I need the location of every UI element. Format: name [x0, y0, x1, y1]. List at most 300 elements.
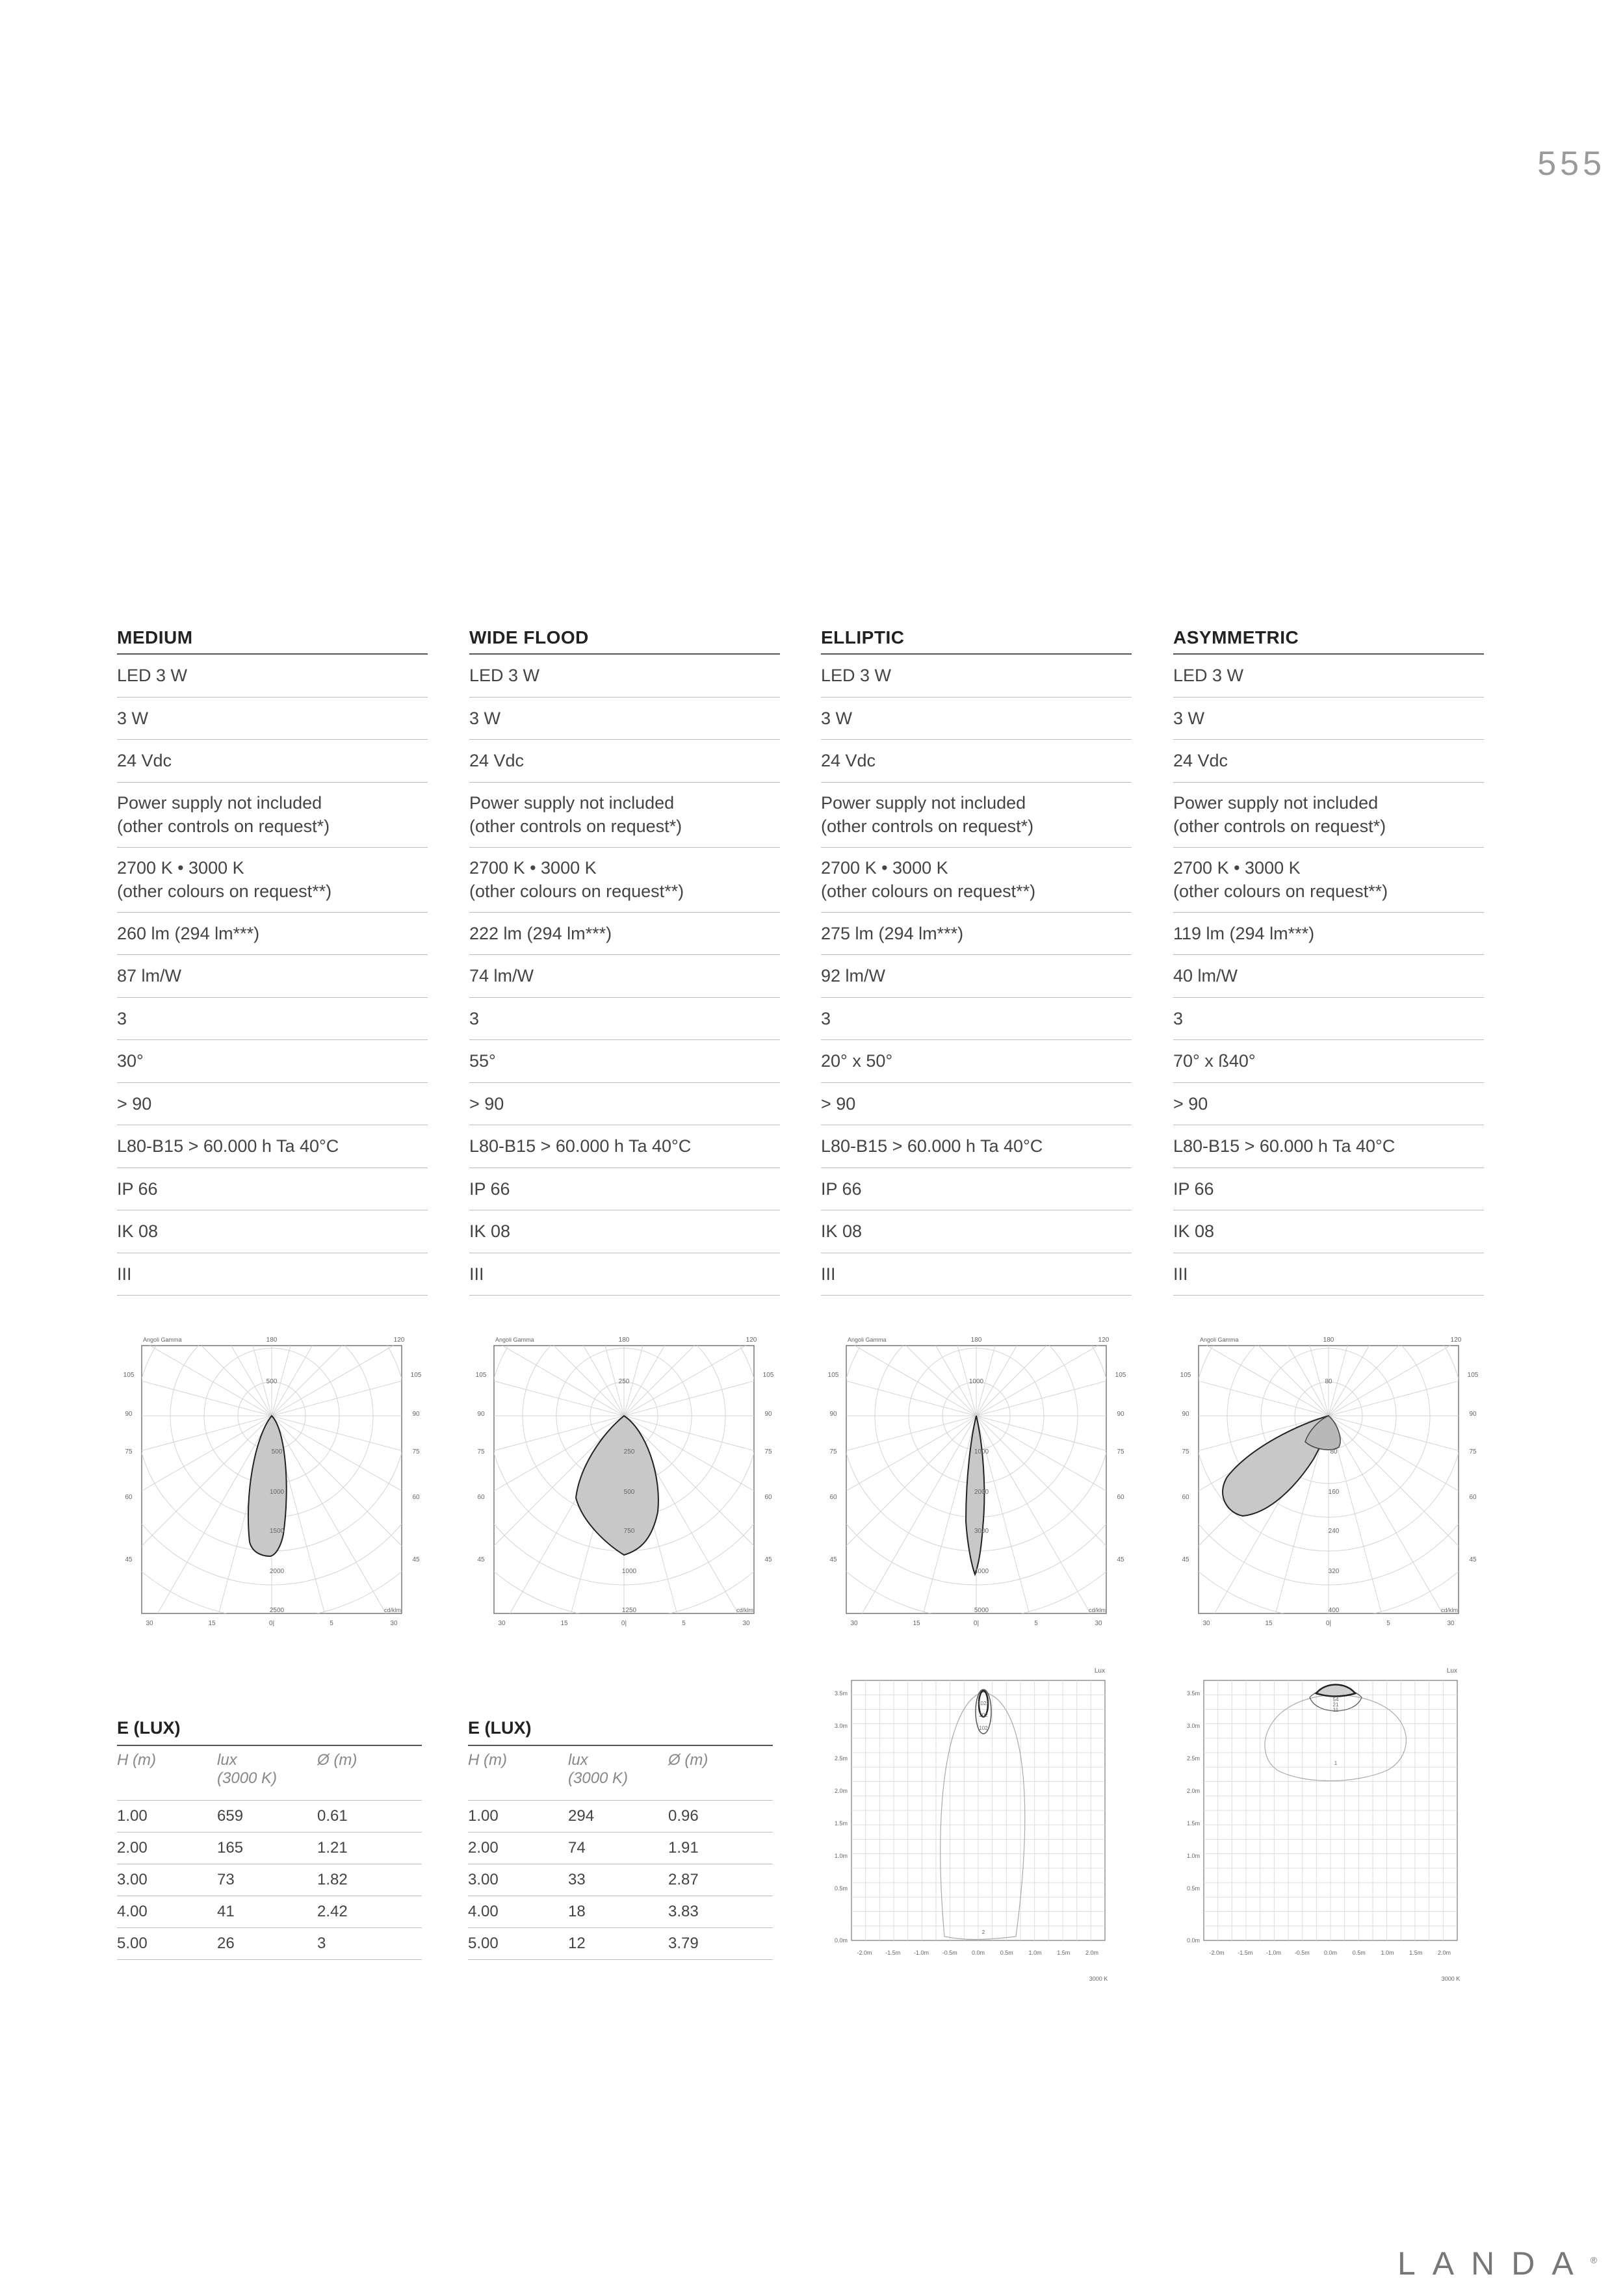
polar-angle-label: 60 [1469, 1494, 1477, 1501]
isolux-x-tick: 2.0m [1437, 1950, 1451, 1956]
spec-row-line: Power supply not included [1173, 793, 1379, 813]
polar-angle-label: 15 [1265, 1620, 1273, 1627]
spec-row-line: (other controls on request*) [821, 816, 1034, 836]
spec-row-value: III [821, 1264, 836, 1284]
isolux-y-tick: 2.0m [1186, 1788, 1200, 1794]
spec-row [117, 913, 428, 956]
polar-angle-label: 5 [330, 1620, 333, 1627]
polar-angle-label: 15 [208, 1620, 216, 1627]
spec-row [117, 740, 428, 783]
spec-row-line: Power supply not included [821, 793, 1026, 813]
spec-row-value: IP 66 [1173, 1179, 1214, 1199]
table-cell: 1.21 [317, 1839, 348, 1857]
polar-ring-label: 3000 [974, 1528, 989, 1535]
polar-angle-label: 120 [1450, 1337, 1462, 1344]
isolux-x-tick: 1.5m [1409, 1950, 1423, 1956]
spec-row-line: 2700 K • 3000 K [1173, 858, 1301, 878]
table-cell: 4.00 [117, 1903, 148, 1920]
spec-row-value: 3 W [117, 708, 149, 728]
spec-row-value: III [469, 1264, 484, 1284]
isolux-y-tick: 0.5m [1186, 1885, 1200, 1892]
polar-angle-label: 75 [125, 1448, 133, 1455]
polar-angle-label: 30 [742, 1620, 750, 1627]
lux-column-header [568, 1751, 668, 1800]
polar-angle-label: 60 [829, 1494, 837, 1501]
polar-angle-label: 90 [829, 1411, 837, 1418]
polar-angle-label: 90 [764, 1411, 772, 1418]
isolux-y-tick: 1.0m [834, 1853, 848, 1859]
polar-angle-label: 180 [970, 1337, 982, 1344]
isolux-x-tick: -1.5m [1238, 1950, 1253, 1956]
isolux-contour [1316, 1685, 1355, 1697]
spec-row [821, 998, 1132, 1041]
polar-title: Angoli Gamma [848, 1337, 887, 1343]
polar-angle-label: 15 [560, 1620, 568, 1627]
table-cell: 73 [217, 1871, 235, 1888]
isolux-label: 102 [979, 1725, 988, 1731]
polar-angle-label: 30 [146, 1620, 153, 1627]
spec-row-value: 3 W [1173, 708, 1205, 728]
polar-angle-label: 45 [477, 1556, 485, 1563]
spec-row-value: IK 08 [117, 1221, 159, 1242]
spec-row [1173, 1210, 1484, 1253]
spec-row-value: 87 lm/W [117, 966, 182, 986]
spec-row-value: LED 3 W [821, 666, 892, 686]
lux-column-header: Ø (m) [668, 1751, 708, 1769]
lux-column-header-line: lux [217, 1751, 237, 1769]
spec-row [821, 913, 1132, 956]
isolux-temperature: 3000 K [1089, 1976, 1108, 1982]
spec-row [821, 1168, 1132, 1211]
spec-row-line: (other controls on request*) [1173, 816, 1386, 836]
spec-row [1173, 1168, 1484, 1211]
table-cell: 2.42 [317, 1903, 348, 1920]
spec-row-line: (other colours on request**) [1173, 881, 1388, 901]
polar-angle-label: 0| [973, 1620, 980, 1627]
spec-row-value: > 90 [1173, 1093, 1208, 1114]
lux-column-header: Ø (m) [317, 1751, 357, 1769]
spec-row-value: 3 W [821, 708, 853, 728]
isolux-label: 2 [981, 1929, 985, 1935]
polar-unit-label: cd/klm [1440, 1607, 1459, 1613]
spec-row-value: L80-B15 > 60.000 h Ta 40°C [821, 1136, 1043, 1156]
polar-ring-label: 80 [1330, 1448, 1338, 1455]
spec-row-value: LED 3 W [117, 666, 188, 686]
isolux-label: 1 [1334, 1760, 1338, 1766]
table-row [468, 1801, 773, 1833]
isolux-unit-label: Lux [1094, 1667, 1105, 1675]
table-cell: 1.82 [317, 1871, 348, 1888]
isolux-x-tick: 2.0m [1085, 1950, 1099, 1956]
table-cell: 26 [217, 1935, 235, 1952]
spec-row [117, 848, 428, 913]
spec-row [1173, 1040, 1484, 1083]
table-row [117, 1896, 422, 1928]
polar-ring-label: 5000 [974, 1607, 989, 1614]
isolux-y-tick: 3.0m [834, 1723, 848, 1729]
polar-angle-label: 45 [412, 1556, 420, 1563]
polar-angle-label: 45 [1117, 1556, 1124, 1563]
isolux-diagram-elliptic [819, 1661, 1157, 1986]
spec-row-value: 3 [117, 1008, 127, 1028]
polar-diagram-elliptic [820, 1333, 1132, 1632]
lux-column-header: H (m) [468, 1751, 507, 1769]
spec-row-value: 275 lm (294 lm***) [821, 923, 964, 943]
table-cell: 5.00 [117, 1935, 148, 1952]
polar-title: Angoli Gamma [143, 1337, 182, 1343]
polar-angle-label: 75 [764, 1448, 772, 1455]
table-row [468, 1864, 773, 1896]
brand-logo: LANDA® [1397, 2245, 1598, 2282]
isolux-x-tick: -2.0m [1209, 1950, 1225, 1956]
isolux-label: 202 [979, 1712, 988, 1718]
polar-angle-label: 90 [1117, 1411, 1124, 1418]
polar-angle-label: 45 [764, 1556, 772, 1563]
lux-column-header [217, 1751, 317, 1800]
polar-angle-label: 30 [1095, 1620, 1102, 1627]
isolux-y-tick: 1.0m [1186, 1853, 1200, 1859]
spec-column-title: ELLIPTIC [821, 624, 1132, 655]
spec-row [1173, 913, 1484, 956]
spec-row-value: > 90 [117, 1093, 152, 1114]
spec-row-value: III [117, 1264, 132, 1284]
spec-row-value: IP 66 [117, 1179, 158, 1199]
polar-ring-label: 320 [1328, 1568, 1340, 1575]
table-cell: 74 [568, 1839, 586, 1857]
polar-angle-label: 90 [412, 1411, 420, 1418]
isolux-x-tick: 0.5m [1352, 1950, 1366, 1956]
spec-row-line: Power supply not included [469, 793, 675, 813]
polar-angle-label: 105 [1180, 1372, 1191, 1379]
polar-ring-label: 1000 [621, 1568, 637, 1575]
table-cell: 3.83 [668, 1903, 699, 1920]
spec-row [117, 1083, 428, 1126]
polar-angle-label: 60 [764, 1494, 772, 1501]
polar-angle-label: 90 [1182, 1411, 1189, 1418]
spec-row [821, 1253, 1132, 1296]
isolux-x-tick: -1.5m [885, 1950, 901, 1956]
polar-diagram-wide-flood [468, 1333, 780, 1632]
polar-title: Angoli Gamma [1200, 1337, 1239, 1343]
polar-angle-label: 45 [125, 1556, 133, 1563]
isolux-x-tick: -1.0m [913, 1950, 929, 1956]
spec-row [117, 1125, 428, 1168]
polar-ring-label: 1250 [621, 1607, 637, 1614]
spec-row-value: IK 08 [821, 1221, 863, 1242]
polar-ring-label: 80 [1325, 1378, 1332, 1385]
table-cell: 18 [568, 1903, 586, 1920]
polar-angle-label: 75 [1182, 1448, 1189, 1455]
spec-row [821, 1210, 1132, 1253]
spec-row-line: (other colours on request**) [117, 881, 332, 901]
spec-row-value: 119 lm (294 lm***) [1173, 923, 1315, 943]
spec-row-value: 55° [469, 1051, 496, 1071]
polar-ring-label: 240 [1328, 1528, 1340, 1535]
spec-row-value: 3 [821, 1008, 831, 1028]
table-row [117, 1864, 422, 1896]
spec-column-title: MEDIUM [117, 624, 428, 655]
table-cell: 33 [568, 1871, 586, 1888]
spec-row [469, 783, 780, 848]
polar-title: Angoli Gamma [495, 1337, 534, 1343]
isolux-y-tick: 3.5m [834, 1690, 848, 1697]
table-cell: 3.79 [668, 1935, 699, 1952]
table-cell: 2.00 [117, 1839, 148, 1857]
spec-row [821, 848, 1132, 913]
table-row [117, 1833, 422, 1864]
polar-ring-label: 250 [618, 1378, 630, 1385]
isolux-label: 54 [1332, 1697, 1339, 1702]
spec-row-value: 40 lm/W [1173, 966, 1238, 986]
isolux-y-tick: 3.0m [1186, 1723, 1200, 1729]
spec-row [1173, 1083, 1484, 1126]
spec-row-value: 20° x 50° [821, 1051, 893, 1071]
polar-angle-label: 105 [827, 1372, 839, 1379]
lux-table-title: E (LUX) [117, 1714, 422, 1746]
polar-ring-label: 500 [266, 1378, 278, 1385]
spec-row [821, 698, 1132, 740]
polar-angle-label: 120 [746, 1337, 757, 1344]
isolux-x-tick: 0.0m [1323, 1950, 1338, 1956]
page-number: 555 [1537, 145, 1605, 183]
spec-row-value: IK 08 [1173, 1221, 1215, 1242]
spec-row [117, 955, 428, 998]
spec-row [469, 698, 780, 740]
polar-ring-label: 1000 [269, 1489, 285, 1496]
table-cell: 659 [217, 1807, 244, 1825]
polar-angle-label: 30 [1202, 1620, 1210, 1627]
spec-row [1173, 783, 1484, 848]
polar-angle-label: 105 [762, 1372, 774, 1379]
spec-row [821, 1125, 1132, 1168]
polar-unit-label: cd/klm [1088, 1607, 1106, 1613]
spec-row-value: IP 66 [469, 1179, 510, 1199]
spec-row-value: LED 3 W [1173, 666, 1244, 686]
polar-angle-label: 90 [1469, 1411, 1477, 1418]
polar-angle-label: 45 [1469, 1556, 1477, 1563]
table-cell: 0.61 [317, 1807, 348, 1825]
polar-angle-label: 180 [1323, 1337, 1334, 1344]
polar-angle-label: 105 [1467, 1372, 1479, 1379]
isolux-x-tick: 1.5m [1057, 1950, 1071, 1956]
isolux-label: 11 [1332, 1707, 1339, 1713]
spec-row-value: 3 [1173, 1008, 1184, 1028]
polar-angle-label: 75 [1469, 1448, 1477, 1455]
lux-column-header-line: lux [568, 1751, 588, 1769]
polar-angle-label: 105 [475, 1372, 487, 1379]
spec-row-value: IK 08 [469, 1221, 511, 1242]
polar-ring-label: 1000 [974, 1448, 989, 1455]
isolux-x-tick: 0.0m [971, 1950, 985, 1956]
spec-row [469, 955, 780, 998]
spec-row [1173, 1125, 1484, 1168]
isolux-label: 1022 [978, 1701, 989, 1706]
spec-column-wide-flood [469, 624, 780, 1296]
polar-angle-label: 120 [1098, 1337, 1110, 1344]
table-row [468, 1896, 773, 1928]
isolux-unit-label: Lux [1446, 1667, 1457, 1675]
spec-row-value: LED 3 W [469, 666, 540, 686]
polar-angle-label: 30 [850, 1620, 858, 1627]
polar-ring-label: 2500 [269, 1607, 285, 1614]
polar-angle-label: 180 [618, 1337, 630, 1344]
isolux-label: 21 [1332, 1702, 1339, 1708]
polar-ring-label: 1000 [968, 1378, 984, 1385]
table-cell: 3.00 [468, 1871, 499, 1888]
table-cell: 1.00 [117, 1807, 148, 1825]
polar-angle-label: 30 [498, 1620, 506, 1627]
table-cell: 4.00 [468, 1903, 499, 1920]
spec-row-value: > 90 [469, 1093, 504, 1114]
spec-column-asymmetric [1173, 624, 1484, 1296]
spec-row [469, 998, 780, 1041]
table-cell: 5.00 [468, 1935, 499, 1952]
isolux-y-tick: 2.5m [834, 1755, 848, 1762]
polar-ring-label: 500 [271, 1448, 283, 1455]
spec-row [821, 1040, 1132, 1083]
polar-angle-label: 0| [621, 1620, 627, 1627]
spec-row-value: 260 lm (294 lm***) [117, 923, 260, 943]
isolux-x-tick: -1.0m [1266, 1950, 1282, 1956]
spec-row-line: 2700 K • 3000 K [117, 858, 244, 878]
intensity-curve [248, 1416, 287, 1556]
spec-row-value: > 90 [821, 1093, 856, 1114]
spec-row-line: (other colours on request**) [821, 881, 1036, 901]
polar-ring-label: 2000 [269, 1568, 285, 1575]
polar-angle-label: 105 [1115, 1372, 1126, 1379]
table-cell: 41 [217, 1903, 235, 1920]
polar-angle-label: 60 [1117, 1494, 1124, 1501]
polar-angle-label: 15 [913, 1620, 920, 1627]
polar-angle-label: 5 [1386, 1620, 1390, 1627]
spec-row-line: 2700 K • 3000 K [821, 858, 948, 878]
polar-ring-label: 1500 [269, 1528, 285, 1535]
spec-row [821, 783, 1132, 848]
spec-row-value: IP 66 [821, 1179, 862, 1199]
isolux-temperature: 3000 K [1441, 1976, 1461, 1982]
polar-angle-label: 60 [412, 1494, 420, 1501]
lux-column-header-line: (3000 K) [217, 1769, 278, 1787]
spec-row [1173, 740, 1484, 783]
polar-angle-label: 5 [682, 1620, 686, 1627]
spec-row-value: L80-B15 > 60.000 h Ta 40°C [117, 1136, 339, 1156]
polar-angle-label: 45 [1182, 1556, 1189, 1563]
table-cell: 3.00 [117, 1871, 148, 1888]
spec-row [821, 1083, 1132, 1126]
spec-row [117, 1253, 428, 1296]
spec-row-value: 222 lm (294 lm***) [469, 923, 612, 943]
spec-row-value: III [1173, 1264, 1188, 1284]
spec-row [117, 655, 428, 698]
polar-angle-label: 105 [410, 1372, 422, 1379]
spec-row [1173, 998, 1484, 1041]
spec-row-line: (other controls on request*) [117, 816, 330, 836]
polar-angle-label: 180 [266, 1337, 278, 1344]
spec-row-line: 2700 K • 3000 K [469, 858, 597, 878]
spec-column-title: ASYMMETRIC [1173, 624, 1484, 655]
spec-row-value: 3 [469, 1008, 480, 1028]
polar-angle-label: 75 [412, 1448, 420, 1455]
spec-row [469, 1168, 780, 1211]
lux-column-header-line: (3000 K) [568, 1769, 629, 1787]
isolux-x-tick: -2.0m [857, 1950, 872, 1956]
isolux-y-tick: 2.5m [1186, 1755, 1200, 1762]
table-row [468, 1833, 773, 1864]
table-cell: 0.96 [668, 1807, 699, 1825]
spec-row [469, 1253, 780, 1296]
polar-angle-label: 30 [1447, 1620, 1455, 1627]
polar-ring-label: 500 [623, 1489, 635, 1496]
polar-ring-label: 4000 [974, 1568, 989, 1575]
lux-table-header [468, 1746, 773, 1801]
spec-row-value: 30° [117, 1051, 144, 1071]
polar-angle-label: 90 [125, 1411, 133, 1418]
spec-row [1173, 955, 1484, 998]
lux-table [468, 1714, 773, 1960]
polar-diagram-asymmetric [1173, 1333, 1485, 1632]
polar-ring-label: 250 [623, 1448, 635, 1455]
lux-table-header [117, 1746, 422, 1801]
lux-table [117, 1714, 422, 1960]
spec-row [117, 698, 428, 740]
table-cell: 294 [568, 1807, 595, 1825]
polar-angle-label: 60 [125, 1494, 133, 1501]
spec-row-value: 24 Vdc [117, 751, 172, 771]
spec-row [469, 740, 780, 783]
isolux-y-tick: 0.5m [834, 1885, 848, 1892]
spec-row [821, 955, 1132, 998]
spec-column-title: WIDE FLOOD [469, 624, 780, 655]
isolux-y-tick: 3.5m [1186, 1690, 1200, 1697]
spec-row [117, 1210, 428, 1253]
isolux-x-tick: 1.0m [1028, 1950, 1042, 1956]
polar-ring-label: 160 [1328, 1489, 1340, 1496]
polar-angle-label: 120 [393, 1337, 405, 1344]
spec-row [117, 998, 428, 1041]
spec-row [469, 848, 780, 913]
spec-row-value: L80-B15 > 60.000 h Ta 40°C [1173, 1136, 1396, 1156]
table-row [117, 1928, 422, 1960]
polar-unit-label: cd/klm [383, 1607, 402, 1613]
isolux-diagram-asymmetric [1171, 1661, 1509, 1986]
spec-row [469, 913, 780, 956]
spec-row-value: 74 lm/W [469, 966, 534, 986]
isolux-y-tick: 2.0m [834, 1788, 848, 1794]
table-cell: 2.00 [468, 1839, 499, 1857]
spec-row [117, 1168, 428, 1211]
isolux-y-tick: 0.0m [1186, 1937, 1200, 1944]
isolux-y-tick: 0.0m [834, 1937, 848, 1944]
table-cell: 165 [217, 1839, 244, 1857]
spec-column-elliptic [821, 624, 1132, 1296]
isolux-x-tick: -0.5m [942, 1950, 957, 1956]
polar-angle-label: 30 [390, 1620, 398, 1627]
polar-angle-label: 75 [1117, 1448, 1124, 1455]
spec-row [469, 655, 780, 698]
polar-diagram-medium [116, 1333, 428, 1632]
spec-row-value: 24 Vdc [469, 751, 525, 771]
spec-row [1173, 698, 1484, 740]
spec-row-line: (other controls on request*) [469, 816, 682, 836]
isolux-y-tick: 1.5m [1186, 1820, 1200, 1827]
isolux-x-tick: 1.0m [1381, 1950, 1394, 1956]
spec-row [469, 1040, 780, 1083]
spec-row [1173, 848, 1484, 913]
spec-row [1173, 1253, 1484, 1296]
polar-angle-label: 45 [829, 1556, 837, 1563]
polar-angle-label: 105 [123, 1372, 135, 1379]
polar-angle-label: 75 [477, 1448, 485, 1455]
